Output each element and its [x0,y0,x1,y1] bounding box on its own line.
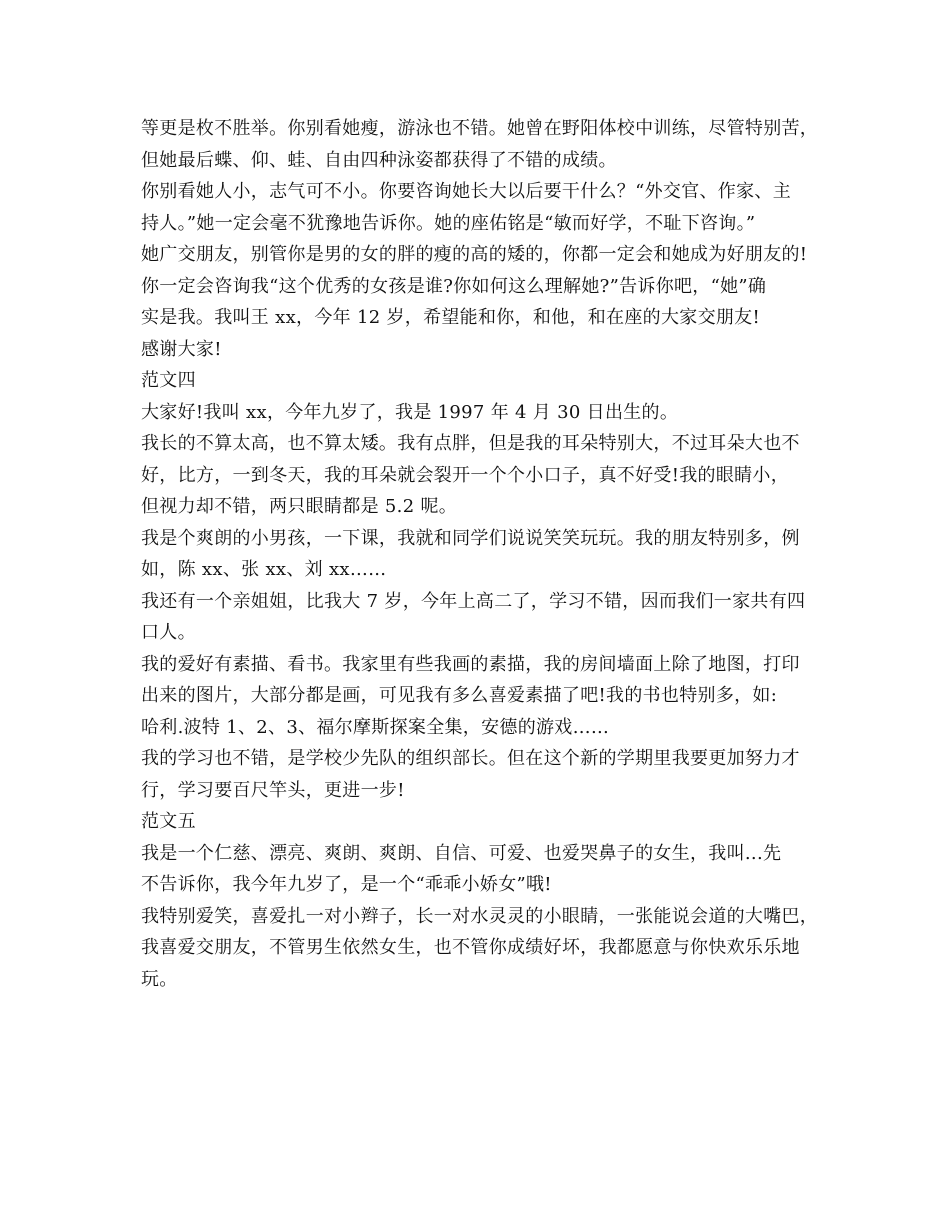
text-line: 好，比方，一到冬天，我的耳朵就会裂开一个个小口子，真不好受!我的眼睛小， [141,464,790,486]
text-line: 她广交朋友，别管你是男的女的胖的瘦的高的矮的，你都一定会和她成为好朋友的! [141,244,808,265]
text-line: 出来的图片，大部分都是画，可见我有多么喜爱素描了吧!我的书也特别多，如: [141,685,778,706]
text-line: 我是个爽朗的小男孩，一下课，我就和同学们说说笑笑玩玩。我的朋友特别多，例 [141,527,800,549]
text-line: 感谢大家! [141,338,222,360]
section-heading: 范文五 [141,811,196,832]
text-line: 哈利.波特 1、2、3、福尔摩斯探案全集，安德的游戏…… [141,716,610,738]
text-line: 你别看她人小，志气可不小。你要咨询她长大以后要干什么？“外交官、作家、主 [141,181,791,202]
text-line: 大家好!我叫 xx，今年九岁了，我是 1997 年 4 月 30 日出生的。 [141,401,679,423]
text-line: 但她最后蝶、仰、蛙、自由四种泳姿都获得了不错的成绩。 [141,149,617,171]
text-line: 玩。 [141,968,178,990]
document-body [141,113,831,995]
text-line: 我长的不算太高，也不算太矮。我有点胖，但是我的耳朵特别大，不过耳朵大也不 [141,433,800,454]
text-line: 你一定会咨询我“这个优秀的女孩是谁?你如何这么理解她?”告诉你吧，“她”确 [141,275,767,297]
section-heading: 范文四 [141,370,196,391]
text-line: 我特别爱笑，喜爱扎一对小辫子，长一对水灵灵的小眼睛，一张能说会道的大嘴巴， [141,905,819,927]
text-line: 口人。 [141,622,196,643]
text-line: 我的爱好有素描、看书。我家里有些我画的素描，我的房间墙面上除了地图，打印 [141,653,800,675]
text-line: 如，陈 xx、张 xx、刘 xx…… [141,559,387,580]
text-line: 我还有一个亲姐姐，比我大 7 岁，今年上高二了，学习不错，因而我们一家共有四 [141,590,806,612]
text-line: 不告诉你，我今年九岁了，是一个“乖乖小娇女”哦! [141,874,552,895]
text-line: 实是我。我叫王 xx，今年 12 岁，希望能和你，和他，和在座的大家交朋友! [141,307,761,328]
text-line: 我是一个仁慈、漂亮、爽朗、爽朗、自信、可爱、也爱哭鼻子的女生，我叫...先 [141,842,782,864]
text-line: 但视力却不错，两只眼睛都是 5.2 呢。 [141,496,458,517]
text-line: 我的学习也不错，是学校少先队的组织部长。但在这个新的学期里我要更加努力才 [141,748,800,769]
text-line: 等更是枚不胜举。你别看她瘦，游泳也不错。她曾在野阳体校中训练，尽管特别苦， [141,118,819,139]
text-line: 持人。”她一定会毫不犹豫地告诉你。她的座佑铭是“敏而好学，不耻下咨询。” [141,212,756,234]
text-line: 我喜爱交朋友，不管男生依然女生，也不管你成绩好坏，我都愿意与你快欢乐乐地 [141,937,800,958]
text-line: 行，学习要百尺竿头，更进一步! [141,779,405,801]
